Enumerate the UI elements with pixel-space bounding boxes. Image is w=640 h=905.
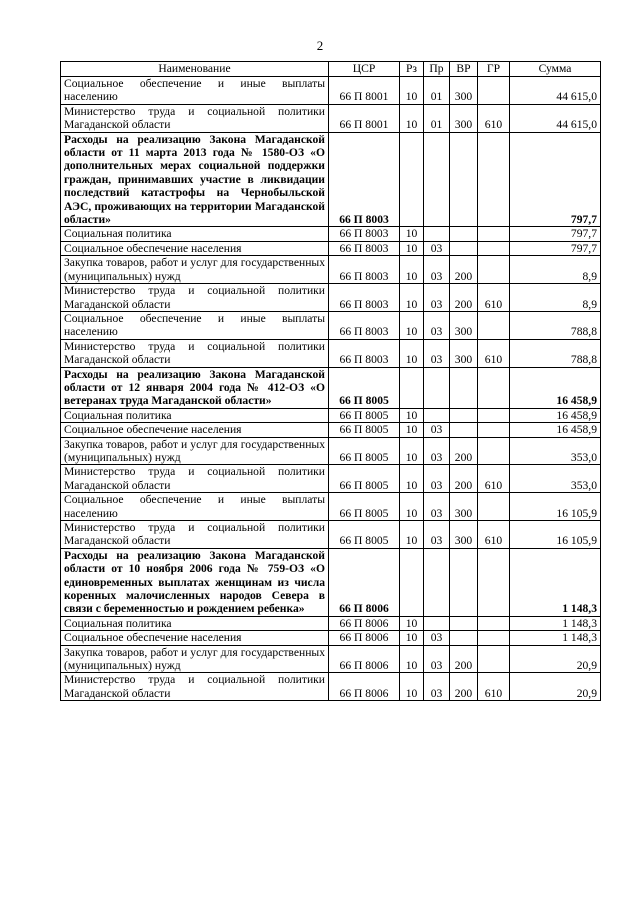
row-gr-cell: 610 [478,104,510,132]
row-csr-cell: 66 П 8005 [329,521,400,549]
table-row [61,631,601,645]
row-name-cell: Закупка товаров, работ и услуг для государственных (муниципальных) нужд [61,645,329,673]
row-vr-cell: 200 [450,645,478,673]
row-gr-cell [478,493,510,521]
row-gr-cell [478,241,510,255]
row-gr-cell [478,423,510,437]
row-vr-cell: 300 [450,77,478,105]
row-csr-cell: 66 П 8003 [329,311,400,339]
row-pr-cell [424,408,450,422]
row-rz-cell: 10 [400,673,424,701]
page-number: 2 [316,38,324,53]
row-vr-cell [450,241,478,255]
row-rz-cell: 10 [400,104,424,132]
row-rz-cell: 10 [400,227,424,241]
row-pr-cell: 03 [424,645,450,673]
budget-table [60,61,601,701]
row-csr-cell: 66 П 8006 [329,673,400,701]
row-pr-cell: 03 [424,423,450,437]
table-row [61,256,601,284]
row-pr-cell: 03 [424,284,450,312]
row-csr-cell: 66 П 8005 [329,367,400,408]
row-name-cell: Министерство труда и социальной политики Магаданской области [61,339,329,367]
row-vr-cell: 300 [450,104,478,132]
row-csr-cell: 66 П 8003 [329,241,400,255]
row-csr-cell: 66 П 8003 [329,339,400,367]
row-pr-cell: 01 [424,104,450,132]
row-name-cell: Министерство труда и социальной политики Магаданской области [61,673,329,701]
row-pr-cell [424,616,450,630]
table-row [61,311,601,339]
row-gr-cell [478,311,510,339]
row-name-cell: Министерство труда и социальной политики Магаданской области [61,284,329,312]
table-row [61,521,601,549]
row-gr-cell [478,631,510,645]
row-pr-cell: 03 [424,311,450,339]
row-gr-cell [478,227,510,241]
row-name-cell: Министерство труда и социальной политики Магаданской области [61,104,329,132]
column-header-rz: Рз [400,62,424,77]
row-gr-cell [478,408,510,422]
row-rz-cell: 10 [400,339,424,367]
table-row [61,339,601,367]
row-name-cell: Социальное обеспечение и иные выплаты населению [61,493,329,521]
row-vr-cell [450,408,478,422]
row-csr-cell: 66 П 8005 [329,408,400,422]
row-sum-cell: 16 105,9 [510,521,601,549]
table-row [61,437,601,465]
row-rz-cell: 10 [400,616,424,630]
row-name-cell: Социальное обеспечение населения [61,631,329,645]
row-rz-cell [400,548,424,616]
row-name-cell: Социальная политика [61,408,329,422]
row-rz-cell [400,132,424,227]
row-rz-cell: 10 [400,465,424,493]
row-rz-cell: 10 [400,77,424,105]
row-rz-cell: 10 [400,493,424,521]
row-pr-cell: 03 [424,241,450,255]
row-sum-cell: 1 148,3 [510,616,601,630]
row-rz-cell: 10 [400,284,424,312]
table-body [61,77,601,701]
row-sum-cell: 16 458,9 [510,408,601,422]
row-vr-cell: 200 [450,437,478,465]
row-sum-cell: 1 148,3 [510,631,601,645]
row-vr-cell [450,132,478,227]
row-vr-cell: 300 [450,339,478,367]
row-vr-cell: 200 [450,673,478,701]
row-gr-cell [478,132,510,227]
row-rz-cell: 10 [400,241,424,255]
row-sum-cell: 16 458,9 [510,367,601,408]
row-name-cell: Социальное обеспечение населения [61,241,329,255]
table-row [61,132,601,227]
row-gr-cell [478,645,510,673]
row-vr-cell [450,548,478,616]
row-csr-cell: 66 П 8006 [329,548,400,616]
row-csr-cell: 66 П 8003 [329,227,400,241]
row-pr-cell: 03 [424,493,450,521]
row-gr-cell [478,256,510,284]
row-sum-cell: 20,9 [510,645,601,673]
row-pr-cell: 03 [424,465,450,493]
row-gr-cell [478,616,510,630]
table-row [61,673,601,701]
column-header-sum: Сумма [510,62,601,77]
row-vr-cell: 200 [450,256,478,284]
row-gr-cell [478,367,510,408]
table-row [61,408,601,422]
row-sum-cell: 16 105,9 [510,493,601,521]
row-name-cell: Социальное обеспечение населения [61,423,329,437]
table-row [61,493,601,521]
row-csr-cell: 66 П 8001 [329,104,400,132]
row-gr-cell [478,437,510,465]
row-rz-cell: 10 [400,631,424,645]
row-csr-cell: 66 П 8005 [329,465,400,493]
row-name-cell: Министерство труда и социальной политики Магаданской области [61,521,329,549]
row-sum-cell: 353,0 [510,437,601,465]
row-pr-cell: 03 [424,339,450,367]
row-sum-cell: 8,9 [510,256,601,284]
column-header-name: Наименование [61,62,329,77]
row-sum-cell: 44 615,0 [510,77,601,105]
table-row [61,423,601,437]
row-name-cell: Социальная политика [61,616,329,630]
row-name-cell: Социальное обеспечение и иные выплаты населению [61,311,329,339]
table-row [61,77,601,105]
row-gr-cell: 610 [478,673,510,701]
table-row [61,367,601,408]
row-rz-cell [400,367,424,408]
row-sum-cell: 788,8 [510,339,601,367]
row-csr-cell: 66 П 8006 [329,631,400,645]
row-rz-cell: 10 [400,256,424,284]
row-name-cell: Закупка товаров, работ и услуг для государственных (муниципальных) нужд [61,437,329,465]
table-row [61,645,601,673]
row-vr-cell [450,367,478,408]
row-vr-cell: 300 [450,493,478,521]
row-sum-cell: 797,7 [510,227,601,241]
row-rz-cell: 10 [400,645,424,673]
row-sum-cell: 797,7 [510,132,601,227]
table-row [61,284,601,312]
row-csr-cell: 66 П 8005 [329,493,400,521]
table-row [61,241,601,255]
row-pr-cell: 03 [424,256,450,284]
row-rz-cell: 10 [400,437,424,465]
row-csr-cell: 66 П 8005 [329,423,400,437]
column-header-csr: ЦСР [329,62,400,77]
column-header-gr: ГР [478,62,510,77]
row-pr-cell: 03 [424,437,450,465]
row-name-cell: Расходы на реализацию Закона Магаданской области от 11 марта 2013 года № 1580-ОЗ «О дополнительных мерах социальной поддержки граждан, принимавших участие в ликвидации последствий катастрофы на Чернобыльской АЭС, проживающих на территории Магаданской области» [61,132,329,227]
row-gr-cell: 610 [478,284,510,312]
row-csr-cell: 66 П 8003 [329,256,400,284]
row-csr-cell: 66 П 8006 [329,616,400,630]
row-vr-cell: 200 [450,465,478,493]
column-header-vr: ВР [450,62,478,77]
row-name-cell: Расходы на реализацию Закона Магаданской области от 12 января 2004 года № 412-ОЗ «О ветеранах труда Магаданской области» [61,367,329,408]
row-vr-cell: 300 [450,311,478,339]
row-sum-cell: 353,0 [510,465,601,493]
row-rz-cell: 10 [400,408,424,422]
row-sum-cell: 1 148,3 [510,548,601,616]
row-csr-cell: 66 П 8006 [329,645,400,673]
row-pr-cell [424,548,450,616]
column-header-pr: Пр [424,62,450,77]
row-csr-cell: 66 П 8001 [329,77,400,105]
row-rz-cell: 10 [400,423,424,437]
row-pr-cell [424,227,450,241]
row-gr-cell [478,77,510,105]
row-csr-cell: 66 П 8003 [329,284,400,312]
row-pr-cell: 03 [424,673,450,701]
row-rz-cell: 10 [400,521,424,549]
row-gr-cell: 610 [478,339,510,367]
row-vr-cell [450,227,478,241]
table-row [61,465,601,493]
row-gr-cell: 610 [478,465,510,493]
row-sum-cell: 20,9 [510,673,601,701]
row-rz-cell: 10 [400,311,424,339]
row-vr-cell: 200 [450,284,478,312]
row-name-cell: Министерство труда и социальной политики Магаданской области [61,465,329,493]
row-pr-cell [424,367,450,408]
table-row [61,548,601,616]
row-name-cell: Социальное обеспечение и иные выплаты населению [61,77,329,105]
row-vr-cell: 300 [450,521,478,549]
row-name-cell: Расходы на реализацию Закона Магаданской области от 10 ноября 2006 года № 759-ОЗ «О единовременных выплатах женщинам из числа коренных малочисленных народов Севера в связи с беременностью и рождением ребенка» [61,548,329,616]
row-sum-cell: 788,8 [510,311,601,339]
row-pr-cell: 01 [424,77,450,105]
row-pr-cell [424,132,450,227]
row-csr-cell: 66 П 8003 [329,132,400,227]
table-row [61,227,601,241]
row-vr-cell [450,423,478,437]
row-name-cell: Закупка товаров, работ и услуг для государственных (муниципальных) нужд [61,256,329,284]
row-sum-cell: 44 615,0 [510,104,601,132]
row-sum-cell: 8,9 [510,284,601,312]
row-vr-cell [450,616,478,630]
row-csr-cell: 66 П 8005 [329,437,400,465]
row-pr-cell: 03 [424,631,450,645]
row-pr-cell: 03 [424,521,450,549]
row-sum-cell: 797,7 [510,241,601,255]
table-header-row [61,62,601,77]
table-row [61,616,601,630]
table-row [61,104,601,132]
row-name-cell: Социальная политика [61,227,329,241]
row-vr-cell [450,631,478,645]
row-gr-cell [478,548,510,616]
row-sum-cell: 16 458,9 [510,423,601,437]
row-gr-cell: 610 [478,521,510,549]
